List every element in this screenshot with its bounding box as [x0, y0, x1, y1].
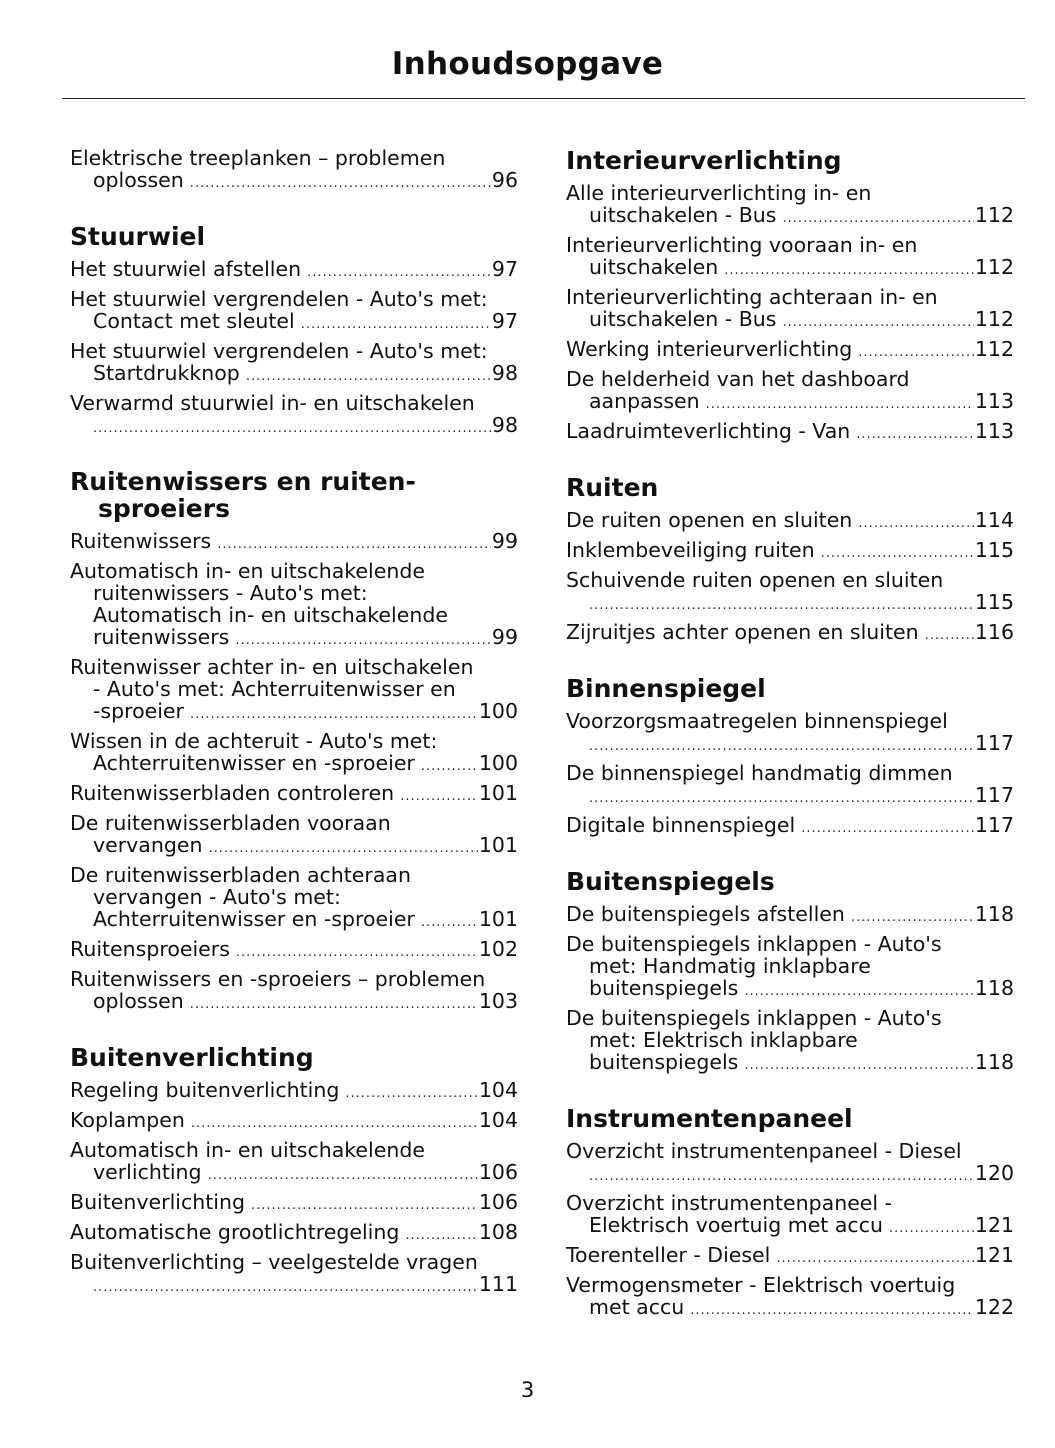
toc-page-number: 121 [974, 1243, 1014, 1267]
toc-entry-text: ruitenwissers - Auto's met: [93, 581, 368, 605]
toc-page-number: 103 [478, 989, 518, 1013]
toc-entry-text: Wissen in de achteruit - Auto's met: [70, 729, 438, 753]
toc-entry-text: Automatisch in- en uitschakelende [70, 1138, 425, 1162]
toc-entry-text: Elektrische treeplanken – problemen [70, 146, 446, 170]
toc-entry-text: verlichting [93, 1160, 202, 1184]
toc-entry-text: Laadruimteverlichting - Van [566, 419, 851, 443]
dot-leader [190, 998, 478, 1011]
toc-entry-row [566, 539, 1014, 561]
dot-leader [400, 790, 478, 803]
dot-leader [889, 1222, 974, 1235]
toc-entry-text: Alle interieurverlichting in- en [566, 181, 872, 205]
toc-entry-text: Regeling buitenverlichting [70, 1078, 340, 1102]
toc-entry[interactable] [566, 1192, 1014, 1236]
toc-page-number: 117 [974, 813, 1014, 837]
toc-page-number: 102 [478, 937, 518, 961]
toc-page-number: 98 [491, 361, 518, 385]
toc-entry-text: met accu [589, 1295, 685, 1319]
dot-leader [208, 842, 477, 855]
dot-leader [93, 422, 491, 435]
toc-entry-text: - Auto's met: Achterruitenwisser en [93, 677, 456, 701]
toc-entry-row [566, 308, 1014, 330]
toc-entry-text: buitenspiegels [589, 1050, 739, 1074]
toc-page-number: 120 [974, 1161, 1014, 1185]
toc-page-number: 113 [974, 419, 1014, 443]
dot-leader [782, 316, 973, 329]
toc-entry[interactable] [70, 1079, 518, 1101]
toc-entry-row [70, 908, 518, 930]
toc-entry-row [566, 814, 1014, 836]
toc-entry[interactable] [70, 730, 518, 774]
toc-entry-row [70, 938, 518, 960]
toc-entry-text: Buitenverlichting [70, 1190, 245, 1214]
toc-entry-row [566, 903, 1014, 925]
toc-page-number: 118 [974, 902, 1014, 926]
toc-entry[interactable] [70, 656, 518, 722]
dot-leader [851, 911, 974, 924]
toc-entry[interactable] [566, 182, 1014, 226]
toc-entry-text: uitschakelen - Bus [589, 203, 777, 227]
toc-entry-text: De buitenspiegels inklappen - Auto's [566, 1006, 942, 1030]
section-title: Buitenspiegels [566, 867, 775, 896]
toc-entry-row [70, 700, 518, 722]
toc-entry-text: Ruitensproeiers [70, 937, 230, 961]
toc-entry-row [566, 1214, 1014, 1236]
dot-leader [345, 1087, 477, 1100]
toc-entry-text: Elektrisch voertuig met accu [589, 1213, 883, 1237]
toc-entry[interactable] [70, 1109, 518, 1131]
toc-entry-row [70, 626, 518, 648]
toc-entry-text: ruitenwissers [93, 625, 230, 649]
toc-entry-row [70, 1079, 518, 1101]
toc-entry[interactable] [70, 147, 518, 191]
toc-entry-text: Digitale binnenspiegel [566, 813, 796, 837]
dot-leader [421, 760, 478, 773]
toc-entry-row [566, 784, 1014, 806]
toc-page-number: 112 [974, 337, 1014, 361]
toc-entry-text: Ruitenwissers [70, 529, 212, 553]
dot-leader [421, 916, 478, 929]
toc-entry-text: Zijruitjes achter openen en sluiten [566, 620, 919, 644]
toc-entry-text: vervangen [93, 833, 203, 857]
toc-entry-text: Buitenverlichting – veelgestelde vragen [70, 1250, 478, 1274]
toc-entry-text: Achterruitenwisser en -sproeier [93, 751, 415, 775]
toc-entry-row [70, 1109, 518, 1131]
toc-page-number: 100 [478, 699, 518, 723]
dot-leader [93, 1281, 478, 1294]
toc-entry-text: Startdrukknop [93, 361, 240, 385]
toc-entry[interactable] [70, 530, 518, 552]
toc-entry-text: Automatisch in- en uitschakelende [93, 603, 448, 627]
toc-entry-text: Contact met sleutel [93, 309, 295, 333]
toc-page-number: 115 [974, 590, 1014, 614]
toc-entry[interactable] [70, 1191, 518, 1213]
toc-entry-row [566, 621, 1014, 643]
toc-entry-text: De buitenspiegels afstellen [566, 902, 845, 926]
toc-entry-text: Interieurverlichting achteraan in- en [566, 285, 938, 309]
toc-entry-row [566, 977, 1014, 999]
page-number: 3 [520, 1378, 535, 1402]
dot-leader [251, 1199, 478, 1212]
toc-entry-row [566, 1244, 1014, 1266]
section-title: Binnenspiegel [566, 674, 766, 703]
toc-entry[interactable] [70, 968, 518, 1012]
toc-entry-row [70, 362, 518, 384]
dot-leader [191, 1117, 478, 1130]
dot-leader [856, 428, 974, 441]
toc-entry-row [566, 390, 1014, 412]
toc-entry[interactable] [566, 569, 1014, 613]
dot-leader [208, 1169, 478, 1182]
toc-entry[interactable] [566, 509, 1014, 531]
toc-entry-row [566, 204, 1014, 226]
section-title: Ruiten [566, 473, 659, 502]
page-title: Inhoudsopgave [391, 46, 664, 82]
toc-entry[interactable] [566, 338, 1014, 360]
toc-entry[interactable] [70, 288, 518, 332]
toc-entry-text: Inklembeveiliging ruiten [566, 538, 815, 562]
toc-entry[interactable] [70, 560, 518, 648]
toc-page-number: 96 [491, 168, 518, 192]
toc-page-number: 113 [974, 389, 1014, 413]
toc-entry[interactable] [566, 539, 1014, 561]
toc-entry[interactable] [566, 710, 1014, 754]
toc-entry-text: Interieurverlichting vooraan in- en [566, 233, 918, 257]
toc-entry[interactable] [70, 1221, 518, 1243]
toc-entry-text: oplossen [93, 168, 184, 192]
dot-leader [190, 177, 491, 190]
toc-entry-text: met: Handmatig inklapbare [589, 954, 871, 978]
dot-leader [744, 1059, 974, 1072]
toc-entry-text: Voorzorgsmaatregelen binnenspiegel [566, 709, 948, 733]
dot-leader [776, 1252, 973, 1265]
dot-leader [925, 629, 974, 642]
toc-page-number: 101 [478, 833, 518, 857]
toc-entry-row [70, 990, 518, 1012]
toc-entry-text: Koplampen [70, 1108, 185, 1132]
toc-entry[interactable] [70, 340, 518, 384]
toc-entry-text: Het stuurwiel vergrendelen - Auto's met: [70, 339, 488, 363]
toc-page-number: 118 [974, 1050, 1014, 1074]
dot-leader [235, 634, 491, 647]
dot-leader [236, 946, 478, 959]
dot-leader [690, 1304, 974, 1317]
toc-entry-text: -sproeier [93, 699, 184, 723]
toc-entry-text: Automatisch in- en uitschakelende [70, 559, 425, 583]
toc-entry[interactable] [566, 286, 1014, 330]
toc-entry-row [566, 591, 1014, 613]
toc-right-column [566, 147, 1014, 1326]
toc-entry-text: Ruitenwisser achter in- en uitschakelen [70, 655, 474, 679]
dot-leader [307, 266, 491, 279]
toc-page-number: 100 [478, 751, 518, 775]
toc-entry-row [70, 530, 518, 552]
toc-entry[interactable] [566, 420, 1014, 442]
title-divider [62, 98, 1025, 99]
toc-page-number: 117 [974, 783, 1014, 807]
dot-leader [821, 547, 974, 560]
toc-entry-row [70, 1161, 518, 1183]
toc-page-number: 111 [478, 1272, 518, 1296]
toc-entry[interactable] [70, 938, 518, 960]
dot-leader [706, 398, 974, 411]
toc-entry[interactable] [566, 1244, 1014, 1266]
toc-entry-row [70, 169, 518, 191]
toc-entry-text: De helderheid van het dashboard [566, 367, 910, 391]
toc-page-number: 115 [974, 538, 1014, 562]
dot-leader [801, 822, 974, 835]
section-title: Ruitenwissers en ruiten-sproeiers [70, 467, 416, 523]
toc-entry-row [566, 732, 1014, 754]
toc-entry-text: Schuivende ruiten openen en sluiten [566, 568, 944, 592]
toc-entry[interactable] [566, 1274, 1014, 1318]
toc-entry-row [70, 1221, 518, 1243]
toc-page-number: 112 [974, 203, 1014, 227]
dot-leader [589, 599, 974, 612]
toc-page-number: 121 [974, 1213, 1014, 1237]
section-title: Stuurwiel [70, 222, 206, 251]
toc-page-number: 112 [974, 255, 1014, 279]
toc-page-number: 114 [974, 508, 1014, 532]
toc-entry-text: Achterruitenwisser en -sproeier [93, 907, 415, 931]
toc-entry[interactable] [70, 1139, 518, 1183]
toc-entry-text: Vermogensmeter - Elektrisch voertuig [566, 1273, 956, 1297]
toc-entry-text: De buitenspiegels inklappen - Auto's [566, 932, 942, 956]
toc-entry-text: aanpassen [589, 389, 700, 413]
toc-entry-text: uitschakelen [589, 255, 719, 279]
toc-page-number: 104 [478, 1108, 518, 1132]
toc-entry-row [566, 1296, 1014, 1318]
toc-entry-row [70, 752, 518, 774]
toc-entry-row [566, 1162, 1014, 1184]
dot-leader [405, 1229, 478, 1242]
toc-entry-text: Overzicht instrumentenpaneel - [566, 1191, 893, 1215]
dot-leader [858, 346, 974, 359]
section-title: Buitenverlichting [70, 1043, 314, 1072]
toc-entry-text: Overzicht instrumentenpaneel - Diesel [566, 1139, 962, 1163]
toc-page-number: 97 [491, 309, 518, 333]
toc-entry[interactable] [566, 621, 1014, 643]
section-title: Instrumentenpaneel [566, 1104, 853, 1133]
toc-entry-text: buitenspiegels [589, 976, 739, 1000]
toc-page-number: 108 [478, 1220, 518, 1244]
toc-page-number: 118 [974, 976, 1014, 1000]
dot-leader [589, 1170, 974, 1183]
toc-entry-text: oplossen [93, 989, 184, 1013]
toc-entry[interactable] [566, 1140, 1014, 1184]
toc-page-number: 99 [491, 625, 518, 649]
toc-page-number: 117 [974, 731, 1014, 755]
toc-entry-row [566, 420, 1014, 442]
dot-leader [858, 517, 974, 530]
toc-entry[interactable] [566, 933, 1014, 999]
toc-entry-text: Ruitenwissers en -sproeiers – problemen [70, 967, 486, 991]
toc-entry-text: Verwarmd stuurwiel in- en uitschakelen [70, 391, 475, 415]
toc-entry[interactable] [70, 864, 518, 930]
toc-entry[interactable] [566, 368, 1014, 412]
toc-entry[interactable] [566, 903, 1014, 925]
dot-leader [589, 792, 974, 805]
toc-entry-text: Automatische grootlichtregeling [70, 1220, 400, 1244]
section-title: Interieurverlichting [566, 146, 842, 175]
toc-page-number: 106 [478, 1190, 518, 1214]
toc-entry[interactable] [566, 1007, 1014, 1073]
toc-entry-row [566, 256, 1014, 278]
dot-leader [217, 538, 491, 551]
toc-entry-text: uitschakelen - Bus [589, 307, 777, 331]
toc-page-number: 97 [491, 257, 518, 281]
dot-leader [246, 370, 491, 383]
toc-entry[interactable] [70, 392, 518, 436]
dot-leader [744, 985, 974, 998]
toc-entry-text: De ruitenwisserbladen vooraan [70, 811, 391, 835]
toc-entry-text: met: Elektrisch inklapbare [589, 1028, 858, 1052]
toc-entry[interactable] [566, 234, 1014, 278]
toc-entry-row [70, 834, 518, 856]
toc-entry[interactable] [566, 814, 1014, 836]
dot-leader [724, 264, 974, 277]
toc-entry-row [70, 782, 518, 804]
toc-entry-text: Ruitenwisserbladen controleren [70, 781, 395, 805]
toc-entry-row [566, 338, 1014, 360]
toc-page-number: 112 [974, 307, 1014, 331]
dot-leader [301, 318, 491, 331]
toc-entry[interactable] [70, 258, 518, 280]
toc-entry[interactable] [70, 812, 518, 856]
toc-entry-text: De binnenspiegel handmatig dimmen [566, 761, 953, 785]
toc-page-number: 98 [491, 413, 518, 437]
dot-leader [589, 740, 974, 753]
toc-entry-text: Het stuurwiel vergrendelen - Auto's met: [70, 287, 488, 311]
toc-entry-text: De ruitenwisserbladen achteraan [70, 863, 411, 887]
toc-entry-text: Het stuurwiel afstellen [70, 257, 302, 281]
dot-leader [782, 212, 973, 225]
toc-entry-text: Toerenteller - Diesel [566, 1243, 771, 1267]
toc-page-number: 101 [478, 781, 518, 805]
toc-entry-row [566, 1051, 1014, 1073]
toc-entry-row [70, 310, 518, 332]
toc-entry-row [566, 509, 1014, 531]
toc-page-number: 99 [491, 529, 518, 553]
toc-entry-row [70, 1191, 518, 1213]
toc-page-number: 106 [478, 1160, 518, 1184]
toc-entry-text: vervangen - Auto's met: [93, 885, 341, 909]
toc-entry-row [70, 1273, 518, 1295]
toc-entry-text: De ruiten openen en sluiten [566, 508, 853, 532]
dot-leader [190, 708, 478, 721]
toc-entry[interactable] [70, 782, 518, 804]
toc-page-number: 101 [478, 907, 518, 931]
toc-left-column [70, 147, 518, 1303]
toc-entry-row [70, 414, 518, 436]
toc-entry-text: Werking interieurverlichting [566, 337, 853, 361]
toc-page-number: 122 [974, 1295, 1014, 1319]
toc-entry[interactable] [566, 762, 1014, 806]
toc-page-number: 104 [478, 1078, 518, 1102]
toc-entry[interactable] [70, 1251, 518, 1295]
toc-page-number: 116 [974, 620, 1014, 644]
toc-entry-row [70, 258, 518, 280]
